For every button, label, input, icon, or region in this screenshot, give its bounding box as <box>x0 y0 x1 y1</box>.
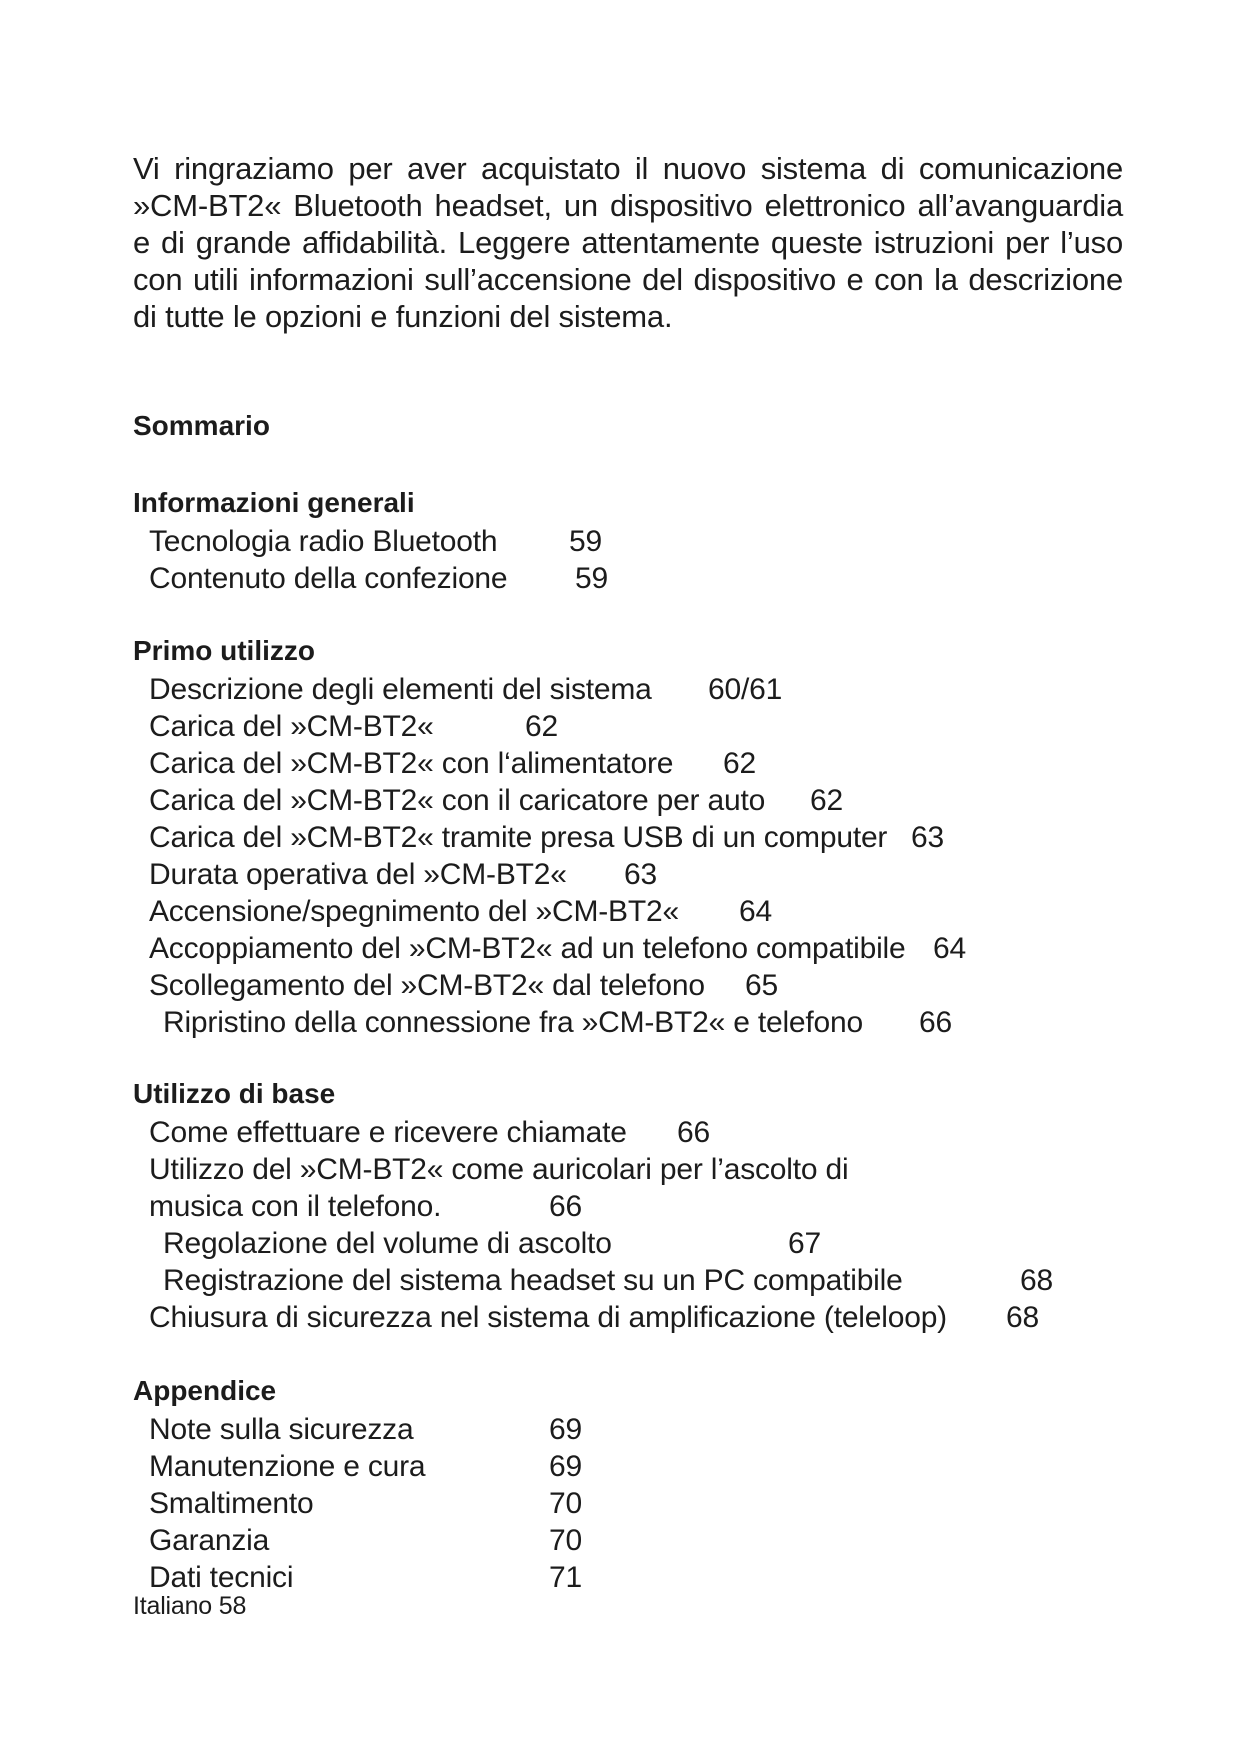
toc-entry-page: 66 <box>677 1116 710 1149</box>
intro-paragraph: Vi ringraziamo per aver acquistato il nuovo sistema di comunicazione »CM-BT2« Bluetooth headset, un dispositivo elettronico all’avanguardia e di grande affidabilità. Leggere attentamente queste istruzioni per l’uso con utili informazioni sull’accensione del dispositivo e con la descrizione di tutte le opzioni e funzioni del sistema. <box>133 151 1123 334</box>
toc-entry-page: 59 <box>575 562 608 595</box>
toc-entry-page: 69 <box>549 1413 582 1446</box>
toc-entry-label: Manutenzione e cura <box>149 1450 426 1483</box>
toc-entry-page: 67 <box>788 1227 821 1260</box>
toc-entry-label: Carica del »CM-BT2« con il caricatore per auto <box>149 784 766 817</box>
toc-entry-page: 62 <box>723 747 756 780</box>
toc-entry-label: Carica del »CM-BT2« tramite presa USB di un computer <box>149 821 888 854</box>
toc-section-first-use <box>133 632 966 1041</box>
toc-entry-label: Accensione/spegnimento del »CM-BT2« <box>149 895 679 928</box>
toc-entry <box>133 967 906 1004</box>
toc-entry-label: Accoppiamento del »CM-BT2« ad un telefono compatibile <box>149 932 906 965</box>
toc-entry-label: Smaltimento <box>149 1487 314 1520</box>
intro-block <box>133 150 1123 335</box>
toc-entry-page: 65 <box>745 969 778 1002</box>
toc-entry <box>133 1225 947 1262</box>
toc-entry <box>133 523 602 560</box>
toc-section-general <box>133 484 608 597</box>
toc-entry <box>133 856 906 893</box>
toc-entry-label: Chiusura di sicurezza nel sistema di amplificazione (teleloop) <box>149 1301 947 1334</box>
toc-entry-label: Contenuto della confezione <box>149 562 508 595</box>
toc-entry-label: Carica del »CM-BT2« con l‘alimentatore <box>149 747 674 780</box>
toc-entry-label: Garanzia <box>149 1524 270 1557</box>
toc-entry-page: 71 <box>549 1561 582 1594</box>
toc-entry-page: 59 <box>569 525 602 558</box>
toc-entry-page: 66 <box>919 1006 952 1039</box>
toc-entry-label: musica con il telefono. <box>149 1190 442 1223</box>
toc-entry-label: Note sulla sicurezza <box>149 1413 414 1446</box>
toc-entry-page: 69 <box>549 1450 582 1483</box>
toc-entry-page: 66 <box>549 1190 582 1223</box>
toc-entry-label: Come effettuare e ricevere chiamate <box>149 1116 627 1149</box>
section-heading: Informazioni generali <box>133 487 415 518</box>
toc-entry <box>133 1151 947 1188</box>
toc-entry <box>133 1004 952 1041</box>
toc-entry <box>133 1448 582 1485</box>
toc-entry <box>133 1114 947 1151</box>
toc-entry <box>133 1559 582 1596</box>
section-heading: Appendice <box>133 1375 277 1406</box>
section-heading: Utilizzo di base <box>133 1078 336 1109</box>
toc-title: Sommario <box>133 410 270 441</box>
toc-entry-page: 68 <box>1006 1301 1039 1334</box>
toc-entry <box>133 1411 582 1448</box>
toc-entry-page: 64 <box>739 895 772 928</box>
toc-entry <box>133 560 608 597</box>
toc-entry-label: Descrizione degli elementi del sistema <box>149 673 652 706</box>
toc-entry-page: 68 <box>1020 1264 1053 1297</box>
toc-entry <box>133 819 944 856</box>
toc-entry-page: 62 <box>810 784 843 817</box>
toc-entry <box>133 1522 582 1559</box>
toc-entry <box>133 1262 1053 1299</box>
toc-entry-label: Tecnologia radio Bluetooth <box>149 525 498 558</box>
toc-entry <box>133 745 906 782</box>
toc-entry-label: Regolazione del volume di ascolto <box>163 1227 612 1260</box>
toc-entry <box>133 893 906 930</box>
toc-entry-label: Dati tecnici <box>149 1561 294 1594</box>
toc-entry-label: Registrazione del sistema headset su un PC compatibile <box>163 1264 903 1297</box>
toc-entry-label: Carica del »CM-BT2« <box>149 710 434 743</box>
toc-entry-page: 62 <box>525 710 558 743</box>
toc-entry-label: Ripristino della connessione fra »CM-BT2« e telefono <box>163 1006 863 1039</box>
toc-entry-label: Scollegamento del »CM-BT2« dal telefono <box>149 969 705 1002</box>
toc-entry <box>133 1299 1039 1336</box>
toc-entry <box>133 708 906 745</box>
toc-entry-page: 64 <box>933 932 966 965</box>
section-heading: Primo utilizzo <box>133 635 315 666</box>
toc-entry-page: 63 <box>911 821 944 854</box>
toc-entry-label: Durata operativa del »CM-BT2« <box>149 858 567 891</box>
toc-section-basic-use <box>133 1075 1053 1336</box>
toc-entry <box>133 930 966 967</box>
page-footer: Italiano 58 <box>133 1592 247 1620</box>
toc-entry-label: Utilizzo del »CM-BT2« come auricolari per l’ascolto di <box>149 1153 849 1186</box>
toc-entry-page: 60/61 <box>708 673 783 706</box>
toc-entry <box>133 1485 582 1522</box>
toc-entry-page: 63 <box>624 858 657 891</box>
toc-entry <box>133 671 906 708</box>
toc-entry-page: 70 <box>549 1487 582 1520</box>
toc-section-appendix <box>133 1372 582 1596</box>
toc-entry <box>133 1188 947 1225</box>
toc-entry-page: 70 <box>549 1524 582 1557</box>
toc-entry <box>133 782 906 819</box>
